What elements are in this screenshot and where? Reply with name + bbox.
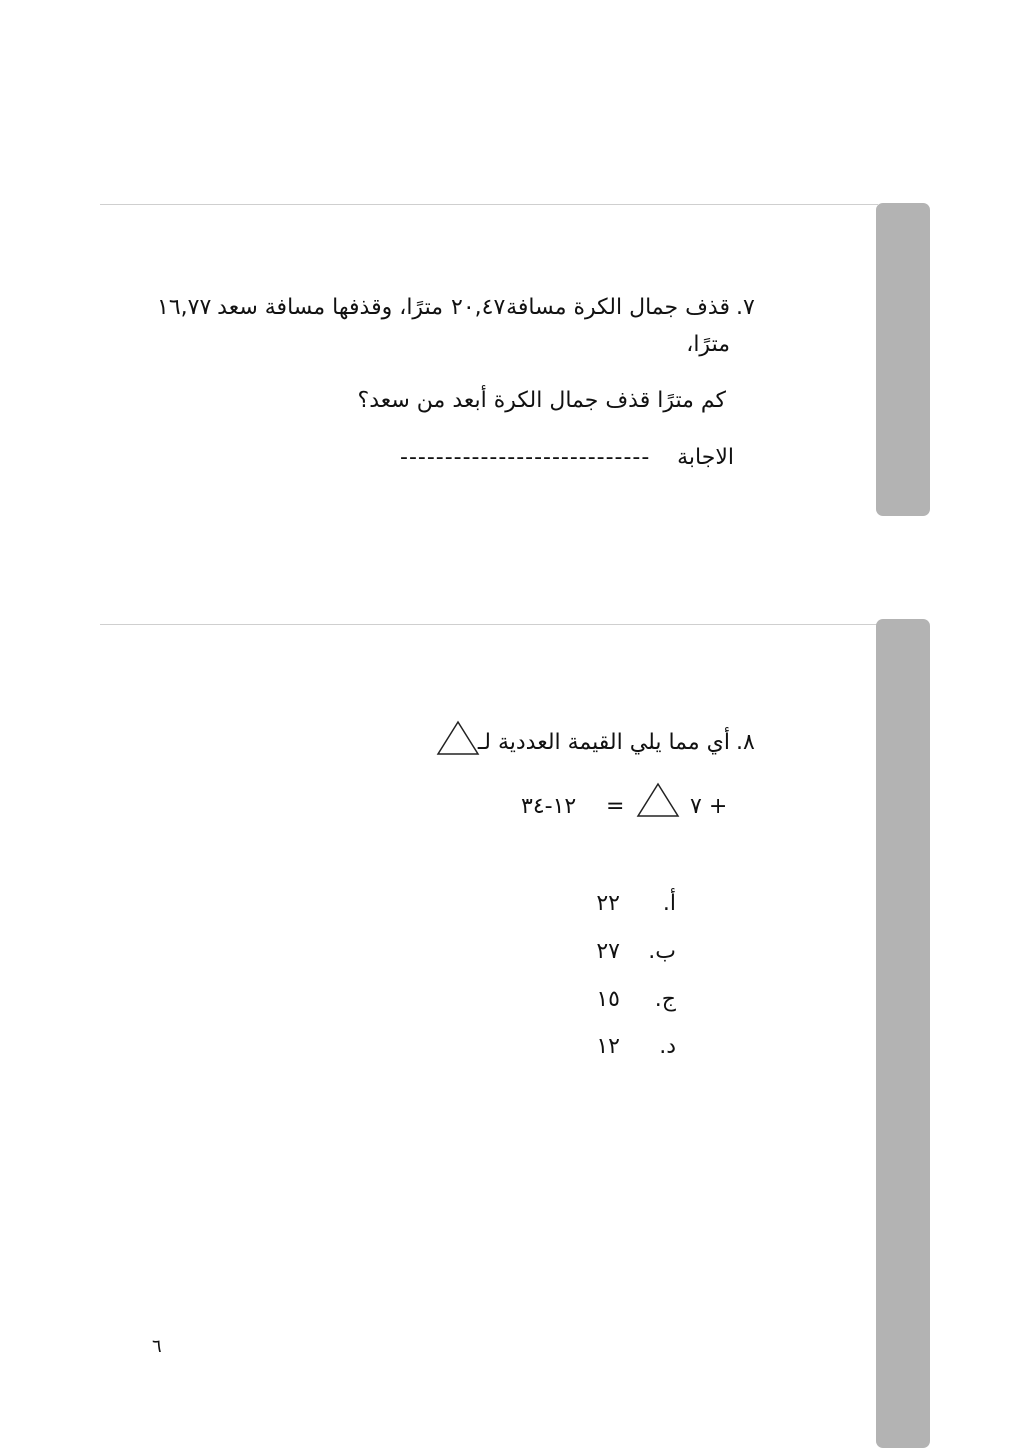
option-c-label: ج.: [654, 987, 676, 1012]
option-c-value: ١٥: [596, 987, 620, 1012]
question-7-question: كم مترًا قذف جمال الكرة أبعد من سعد؟: [357, 388, 726, 413]
answer-label: الاجابة: [677, 445, 734, 470]
question-7-text-line2: مترًا،: [686, 332, 730, 357]
section-divider-top: [100, 204, 878, 205]
question-7-number: ٧.: [736, 295, 755, 320]
equation-equals: =: [606, 794, 625, 819]
question-8-number: ٨.: [736, 730, 755, 755]
question-7-value-saad: ١٦,٧٧: [157, 295, 212, 320]
question-7-value-jamal: ٢٠,٤٧: [451, 295, 506, 320]
triangle-icon: [436, 720, 480, 756]
triangle-icon-equation: [636, 782, 680, 818]
option-d-label: د.: [659, 1034, 676, 1059]
option-b-label: ب.: [648, 939, 676, 964]
option-a-value: ٢٢: [596, 891, 620, 916]
option-a-label: أ.: [662, 891, 676, 916]
question-7-text-part1: قذف جمال الكرة مسافة: [506, 295, 730, 320]
side-tab-q7: [876, 203, 930, 516]
equation-rhs: ١٢-٣٤: [521, 794, 577, 819]
question-7-text-part2: مترًا، وقذفها مسافة سعد: [217, 295, 443, 320]
option-b-value: ٢٧: [596, 939, 620, 964]
answer-line[interactable]: ----------------------------: [400, 445, 651, 470]
option-d-value: ١٢: [596, 1034, 620, 1059]
side-tab-q8: [876, 619, 930, 1448]
equation-plus-term: + ٧: [690, 794, 728, 819]
page-number: ٦: [152, 1336, 162, 1357]
question-8-stem: أي مما يلي القيمة العددية لـ: [477, 730, 730, 755]
section-divider-middle: [100, 624, 878, 625]
